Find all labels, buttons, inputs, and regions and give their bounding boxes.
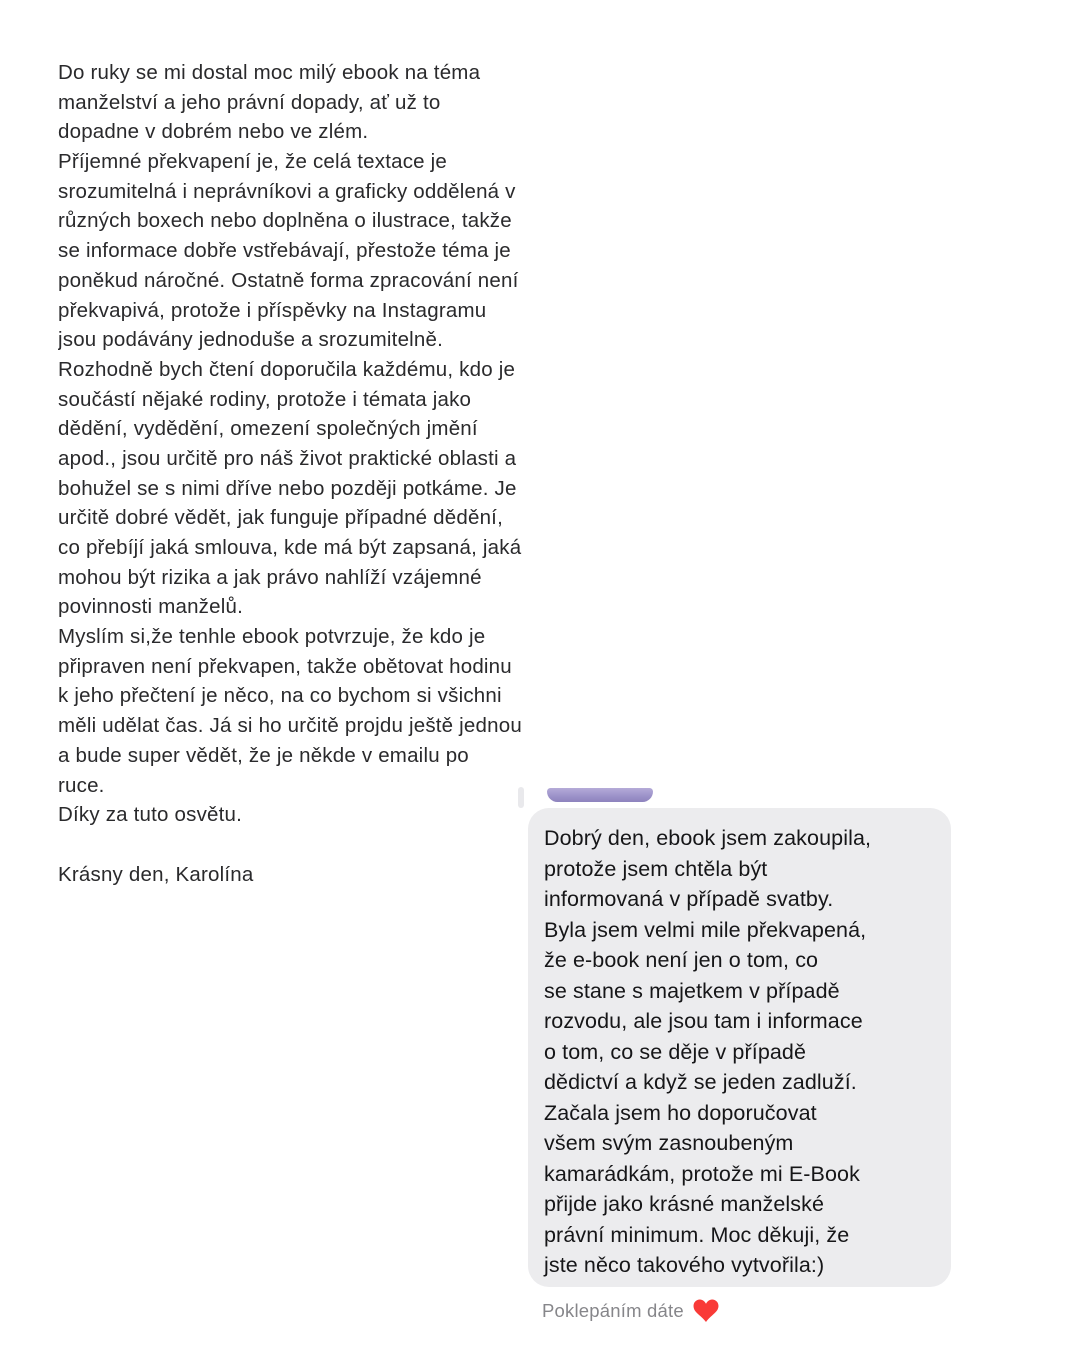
text-line: rozvodu, ale jsou tam i informace [544,1009,863,1033]
text-line: dědění, vydědění, omezení společných jmění [58,417,478,441]
text-line: jsou podávány jednoduše a srozumitelně. [58,328,444,352]
text-line: různých boxech nebo doplněna o ilustrace, takže [58,209,512,233]
text-line: připraven není překvapen, takže obětovat hodinu [58,654,512,678]
text-line: k jeho přečtení je něco, na co bychom si všichni [58,684,502,708]
text-line: co přebíjí jaká smlouva, kde má být zapsaná, jaká [58,536,522,559]
text-line: protože jsem chtěla být [544,856,768,881]
heart-shape [693,1299,718,1322]
text-line: se stane s majetkem v případě [544,978,840,1003]
text-line: povinnosti manželů. [58,595,243,619]
text-line: Do ruky se mi dostal moc milý ebook na téma [58,61,481,84]
text-line: poněkud náročné. Ostatně forma zpracování není [58,268,519,292]
text-line: apod., jsou určitě pro náš život praktické oblasti a [58,446,517,470]
text-line: manželství a jeho právní dopady, ať už to [58,90,441,114]
text-line: dopadne v dobrém nebo ve zlém. [58,120,369,144]
text-line: součástí nějaké rodiny, protože i témata jako [58,387,472,411]
text-line: měli udělat čas. Já si ho určitě projdu ještě jednou [58,714,522,738]
text-line: právní minimum. Moc děkuji, že [544,1222,850,1247]
text-line: srozumitelná i neprávníkovi a graficky oddělená v [58,179,516,203]
text-line: překvapivá, protože i příspěvky na Instagramu [58,298,487,322]
partial-sent-bubble [547,788,653,802]
text-line: bohužel se s nimi dříve nebo později potkáme. Je [58,476,517,500]
text-line: a bude super vědět, že je někde v emailu po [58,743,469,767]
heart-icon [693,1299,719,1323]
text-line: Byla jsem velmi mile překvapená, [544,917,867,942]
text-line: že e-book není jen o tom, co [544,948,819,972]
text-line: Krásny den, Karolína [58,862,254,886]
text-line: kamarádkám, protože mi E-Book [544,1161,860,1186]
text-line: Rozhodně bych čtení doporučila každému, kdo je [58,357,516,381]
reply-message-bubble[interactable] [528,808,951,1287]
text-line: Myslím si,že tenhle ebook potvrzuje, že kdo je [58,625,486,649]
text-line: Příjemné překvapení je, že celá textace je [58,150,447,174]
text-line: Začala jsem ho doporučovat [544,1100,817,1125]
text-line: ruce. [58,773,105,797]
text-line: Díky za tuto osvětu. [58,803,243,827]
text-line: přijde jako krásné manželské [544,1192,825,1216]
text-line: určitě dobré vědět, jak funguje případné dědění, [58,506,503,530]
cropped-bubble-edge [518,787,524,808]
tap-hint [542,1297,719,1325]
text-line: o tom, co se děje v případě [544,1039,807,1064]
text-line: jste něco takového vytvořila:) [544,1253,825,1277]
text-line: informovaná v případě svatby. [544,887,834,911]
text-line: se informace dobře vstřebávají, přestože téma je [58,239,511,263]
review-message-text [58,58,718,897]
text-line: mohou být rizika a jak právo nahlíží vzájemné [58,565,482,589]
text-line: Dobrý den, ebook jsem zakoupila, [544,826,872,850]
text-line: dědictví a když se jeden zadluží. [544,1070,857,1094]
tap-hint-label: Poklepáním dáte [542,1300,684,1321]
text-line: všem svým zasnoubeným [544,1131,794,1155]
